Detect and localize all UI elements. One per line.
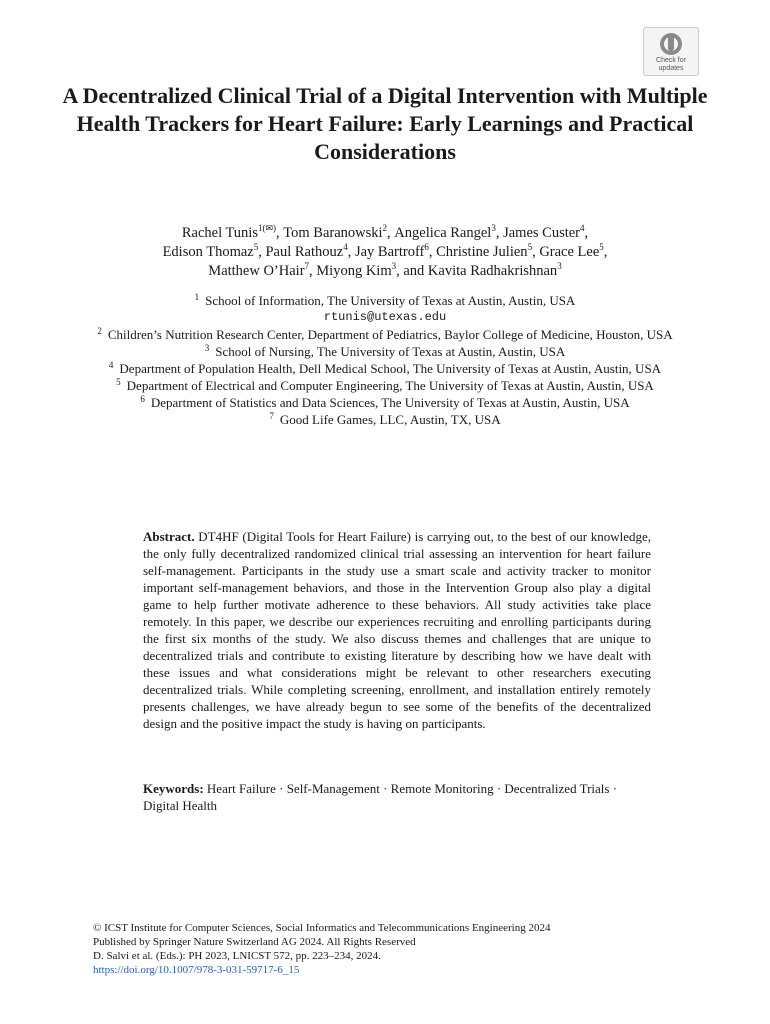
author: Grace Lee$^5$, <box>539 242 608 260</box>
affiliation-number: 5 <box>116 377 121 387</box>
author-affil-marker: 2 <box>382 223 388 233</box>
affiliation-text: Department of Statistics and Data Sciences, The University of Texas at Austin, Austin, USA <box>150 395 630 410</box>
author-conjunction: and <box>403 263 425 279</box>
author: Angelica Rangel$^3$, <box>394 223 504 241</box>
author: James Custer$^4$, <box>503 223 589 241</box>
affiliation <box>72 377 698 394</box>
author <box>428 263 562 279</box>
affiliation <box>72 343 698 360</box>
author-name: Rachel Tunis <box>181 225 258 241</box>
affiliation-number: 6 <box>140 394 145 404</box>
author-name: Tom Baranowski <box>283 225 383 241</box>
keywords <box>143 780 651 814</box>
affiliation-text: School of Nursing, The University of Texas at Austin, Austin, USA <box>215 344 566 359</box>
abstract-label: Abstract. <box>143 529 195 544</box>
copyright-line: © ICST Institute for Computer Sciences, Social Informatics and Telecommunications Engineering 2024 <box>93 922 551 934</box>
badge-line-1: Check for <box>656 57 686 64</box>
author-affil-marker: 5 <box>253 242 259 252</box>
author-affil-marker: 4 <box>343 242 348 252</box>
affiliation-text: Department of Population Health, Dell Medical School, The University of Texas at Austin, Austin, USA <box>119 361 662 376</box>
doi-link[interactable]: https://doi.org/10.1007/978-3-031-59717-6_15 <box>93 964 300 976</box>
author: Christine Julien$^5$, <box>436 242 540 260</box>
affiliation-list <box>60 292 710 428</box>
crossmark-icon <box>658 31 684 57</box>
affiliation <box>72 360 698 377</box>
keywords-label: Keywords: <box>143 781 204 796</box>
author-name: Miyong Kim <box>316 263 392 279</box>
author-list <box>60 224 710 281</box>
affiliation-text: Department of Electrical and Computer Engineering, The University of Texas at Austin, Austin, USA <box>126 378 654 393</box>
author-name: Jay Bartroff <box>354 244 425 260</box>
author: Tom Baranowski$^2$, <box>283 223 395 241</box>
keywords-text: Heart Failure · Self-Management · Remote Monitoring · Decentralized Trials · Digital Health <box>143 781 618 813</box>
author-affil-marker: 3 <box>557 261 562 271</box>
author: Miyong Kim$^3$, <box>316 261 404 279</box>
author-name: Christine Julien <box>436 244 528 260</box>
badge-line-2: updates <box>658 65 684 72</box>
check-for-updates-badge[interactable] <box>643 27 699 76</box>
author-affil-marker: 3 <box>491 223 496 233</box>
abstract-text: DT4HF (Digital Tools for Heart Failure) is carrying out, to the best of our knowledge, the only fully decentralized randomized clinical trial assessing an intervention for heart failure self-management. Participants in the study use a smart scale and activity tracker to monitor important self-management behaviors, and those in the Intervention Group also play a digital game to help further motivate adherence to these behaviors. All study activities take place remotely. In this paper, we describe our experiences recruiting and enrolling participants during the first six months of the study. We also discuss themes and challenges that are unique to decentralized trials and contribute to existing literature by describing how we have dealt with these issues and what considerations might be relevant to other researchers executing decentralized trials. While completing screening, enrollment, and installation entirely remotely presents challenges, we have already begun to see some of the benefits of the decentralized design and the positive impact the study is having on participants. <box>143 529 651 731</box>
affiliation-number: 7 <box>269 411 274 421</box>
affiliation <box>72 394 698 411</box>
author: Jay Bartroff$^6$, <box>354 242 437 260</box>
author-affil-marker: 4 <box>580 223 585 233</box>
affiliation <box>72 292 698 309</box>
author-affil-marker: 3 <box>391 261 397 271</box>
author-affil-marker: 5 <box>599 242 604 252</box>
author: Edison Thomaz$^5$, <box>162 242 266 260</box>
author-affil-marker: 1(✉) <box>257 223 277 233</box>
affiliation-text: Good Life Games, LLC, Austin, TX, USA <box>279 412 501 427</box>
author-affil-marker: 5 <box>527 242 533 252</box>
author-name: Kavita Radhakrishnan <box>427 263 558 279</box>
author-affil-marker: 6 <box>424 242 429 252</box>
publisher-line: Published by Springer Nature Switzerland AG 2024. All Rights Reserved <box>93 936 416 948</box>
author-affil-marker: 7 <box>304 261 310 271</box>
affiliation-text: Children’s Nutrition Research Center, Department of Pediatrics, Baylor College of Medicine, Houston, USA <box>107 327 673 342</box>
affiliation-text: School of Information, The University of Texas at Austin, Austin, USA <box>205 293 576 308</box>
abstract <box>143 528 651 732</box>
author: Matthew O’Hair$^7$, <box>208 261 317 279</box>
author-name: Grace Lee <box>539 244 600 260</box>
affiliation-number: 4 <box>108 360 114 370</box>
author: Paul Rathouz$^4$, <box>265 242 355 260</box>
author: Rachel Tunis$^{1(✉)}$, <box>181 223 284 241</box>
author-name: Matthew O’Hair <box>208 263 305 279</box>
paper-title: A Decentralized Clinical Trial of a Digital Intervention with Multiple Health Trackers for Heart Failure: Early Learnings and Practical Considerations <box>62 83 708 164</box>
affiliation-number: 1 <box>194 292 200 302</box>
author-name: Edison Thomaz <box>162 244 254 260</box>
corresponding-email[interactable]: rtunis@utexas.edu <box>323 310 447 324</box>
author-name: Paul Rathouz <box>265 244 344 260</box>
affiliation-number: 2 <box>97 326 102 336</box>
copyright-footer <box>93 921 693 977</box>
author-name: Angelica Rangel <box>394 225 492 241</box>
citation-line: D. Salvi et al. (Eds.): PH 2023, LNICST 572, pp. 223–234, 2024. <box>93 950 381 962</box>
affiliation <box>72 411 698 428</box>
affiliation <box>72 326 698 343</box>
author-name: James Custer <box>503 225 581 241</box>
affiliation-number: 3 <box>204 343 210 353</box>
